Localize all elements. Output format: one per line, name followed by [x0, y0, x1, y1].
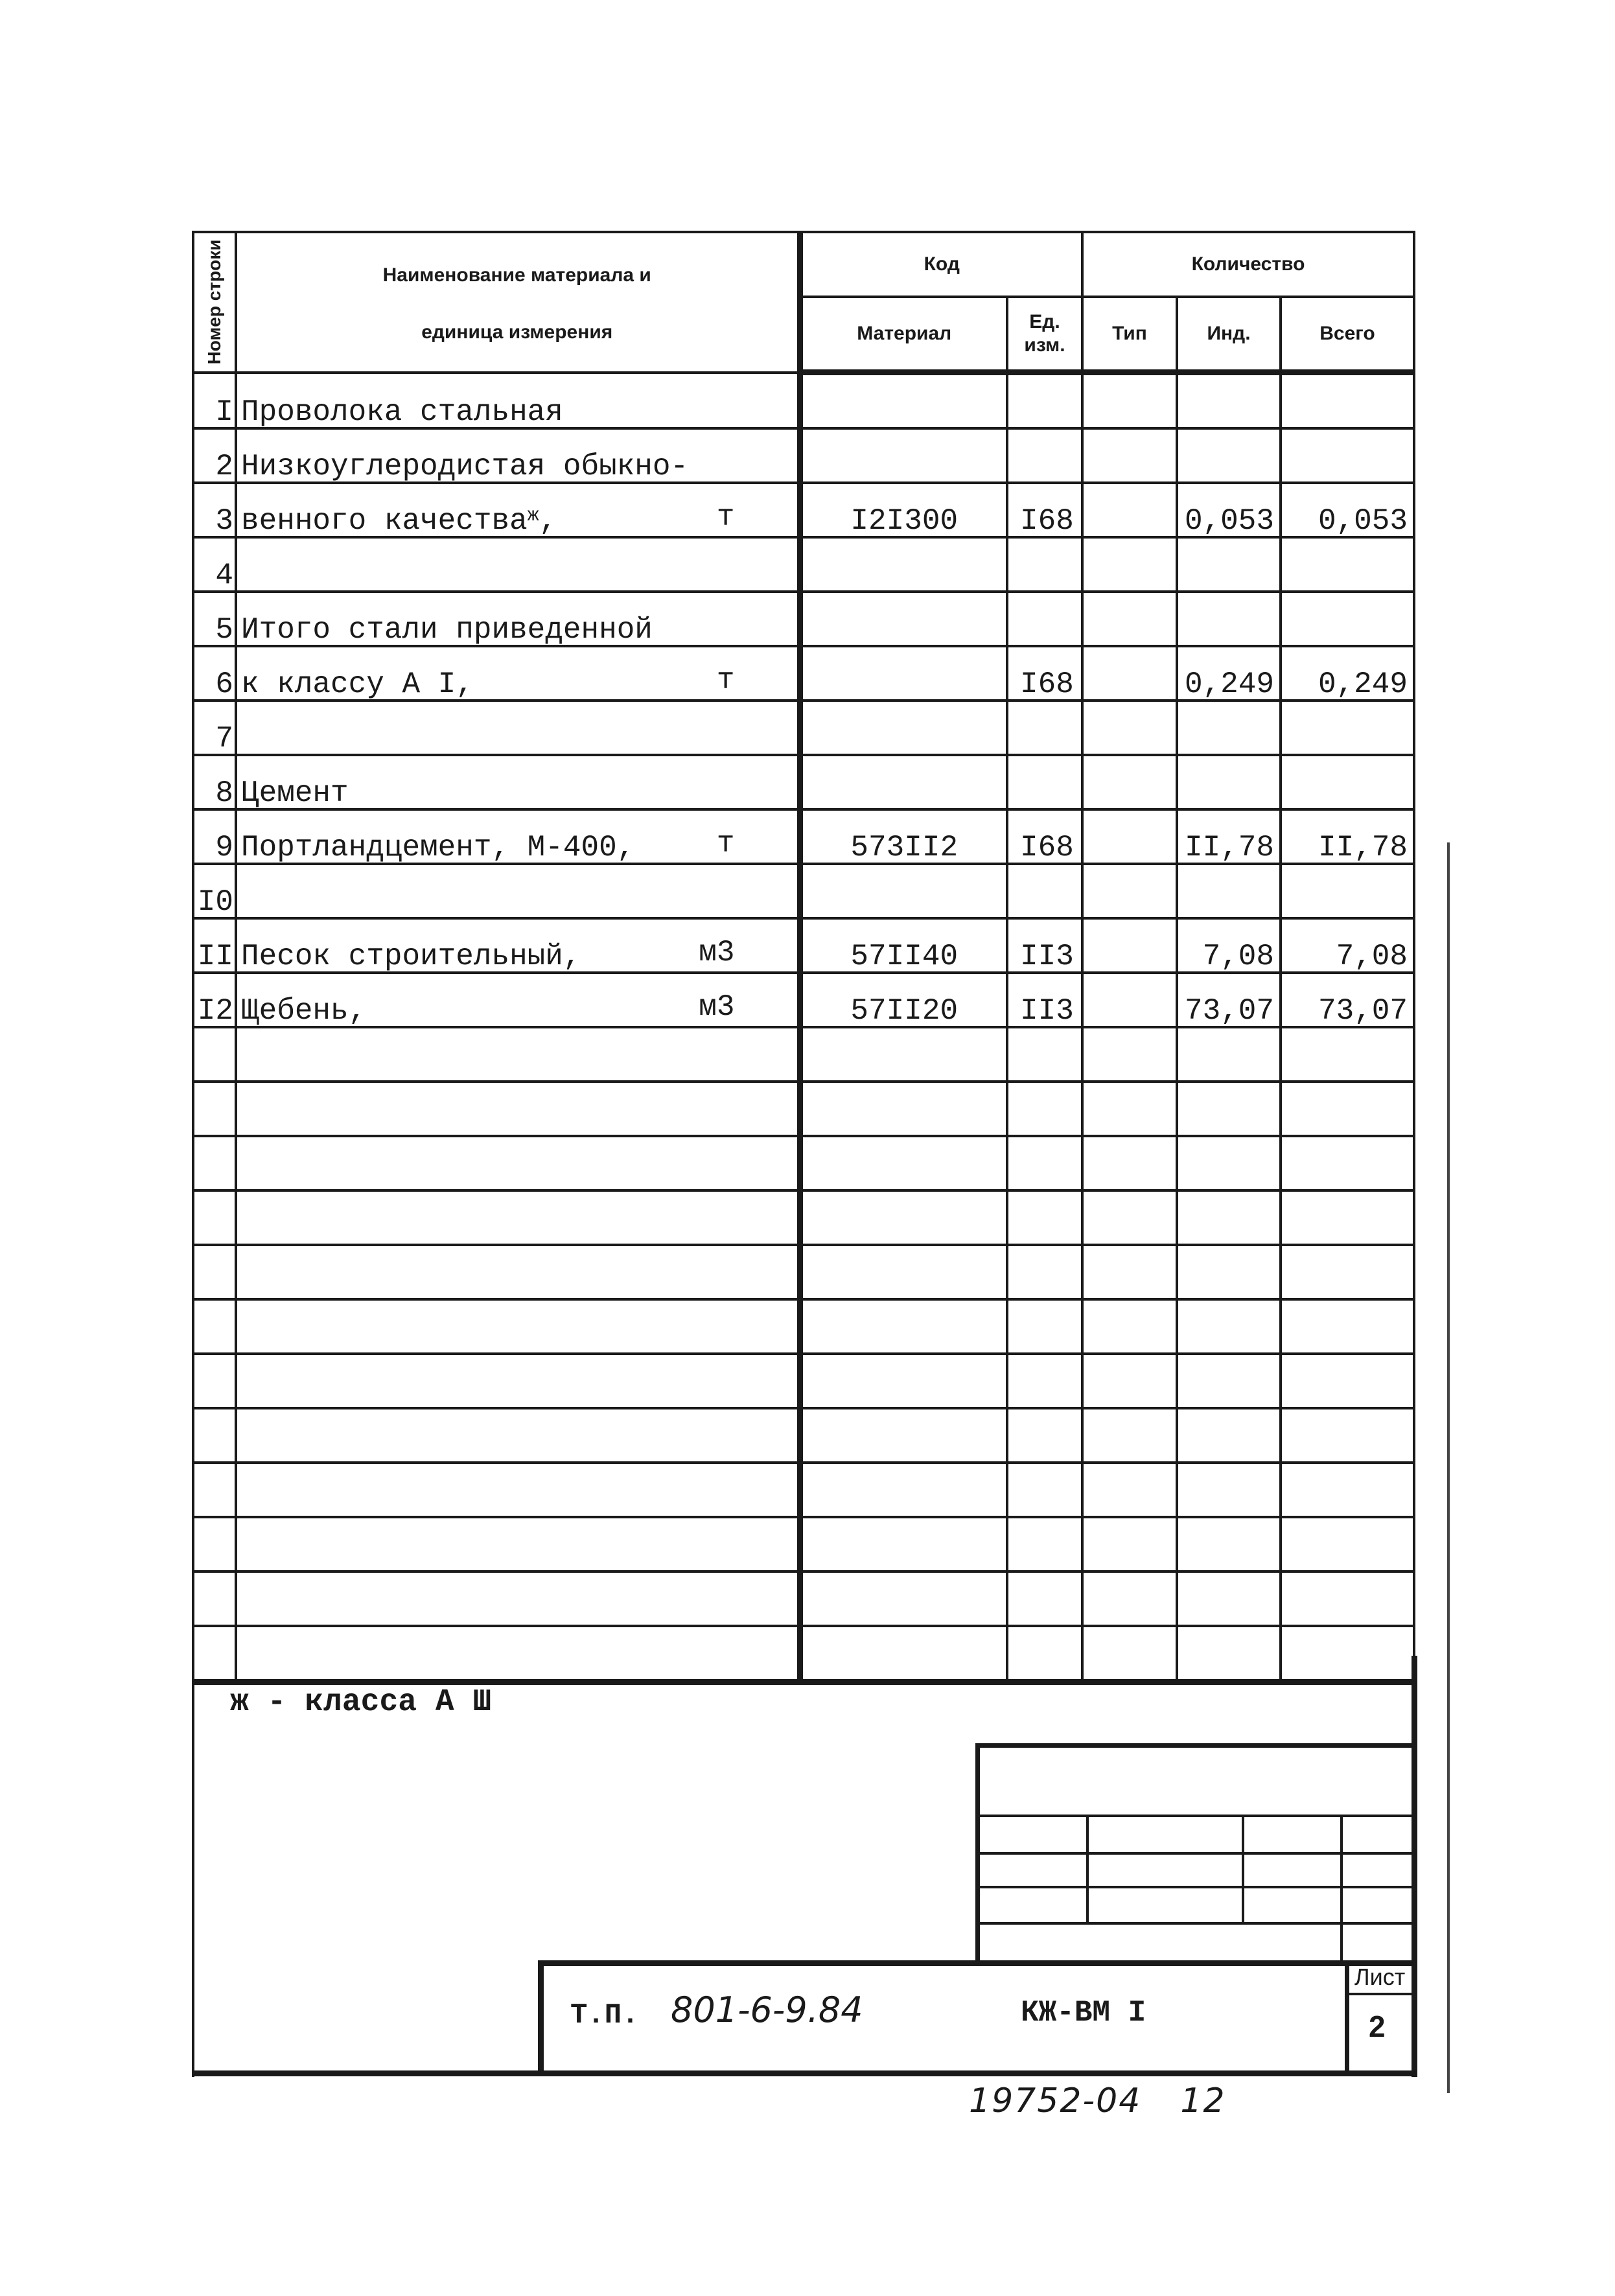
header-material: Материал: [800, 297, 1007, 373]
footnote: ж - класса А Ш: [230, 1685, 492, 1720]
table-row: [193, 1190, 1414, 1245]
row-number: [193, 1082, 236, 1136]
type-qty: [1082, 918, 1177, 973]
table-row: [193, 1571, 1414, 1626]
material-code: [800, 1082, 1007, 1136]
row-number: I0: [193, 864, 236, 918]
total-qty: [1281, 864, 1414, 918]
material-name: [236, 1027, 800, 1082]
table-row: [193, 428, 1414, 483]
title-block: [538, 1960, 1417, 2074]
material-name: [236, 646, 800, 701]
total-qty: [1281, 1408, 1414, 1463]
unit-code: [1007, 1245, 1082, 1299]
total-qty: 0,249: [1281, 646, 1414, 701]
material-name: [236, 1626, 800, 1682]
individual-qty: [1177, 1245, 1281, 1299]
total-qty: [1281, 1245, 1414, 1299]
row-number: I: [193, 373, 236, 429]
type-qty: [1082, 373, 1177, 429]
row-number: [193, 1463, 236, 1517]
type-qty: [1082, 483, 1177, 537]
material-name: [236, 755, 800, 809]
individual-qty: [1177, 755, 1281, 809]
table-row: [193, 373, 1414, 429]
type-qty: [1082, 1299, 1177, 1354]
material-name: [236, 1245, 800, 1299]
table-row: [193, 973, 1414, 1027]
unit-code: [1007, 592, 1082, 646]
individual-qty: [1177, 1517, 1281, 1571]
material-name: [236, 373, 800, 429]
material-code: [800, 1463, 1007, 1517]
table-row: [193, 1245, 1414, 1299]
stamp-divider: [975, 1922, 1417, 1925]
unit-code: [1007, 1571, 1082, 1626]
total-qty: 7,08: [1281, 918, 1414, 973]
material-code: [800, 1027, 1007, 1082]
individual-qty: [1177, 1082, 1281, 1136]
type-qty: [1082, 1027, 1177, 1082]
individual-qty: [1177, 1571, 1281, 1626]
table-row: [193, 755, 1414, 809]
material-name: [236, 864, 800, 918]
individual-qty: [1177, 1626, 1281, 1682]
header-total: Всего: [1281, 297, 1414, 373]
type-qty: [1082, 1517, 1177, 1571]
row-number: 3: [193, 483, 236, 537]
header-code: Код: [800, 232, 1082, 297]
individual-qty: [1177, 1299, 1281, 1354]
material-code: [800, 1190, 1007, 1245]
material-code: [800, 1408, 1007, 1463]
row-number: 5: [193, 592, 236, 646]
type-qty: [1082, 1408, 1177, 1463]
individual-qty: [1177, 1136, 1281, 1190]
unit-text: м3: [699, 936, 735, 969]
type-qty: [1082, 646, 1177, 701]
type-qty: [1082, 428, 1177, 483]
sheet-label: Лист: [1354, 1964, 1406, 1990]
table-row: [193, 1463, 1414, 1517]
table-row: [193, 864, 1414, 918]
material-name: [236, 1190, 800, 1245]
row-number: [193, 1626, 236, 1682]
row-number: 6: [193, 646, 236, 701]
material-name: [236, 1408, 800, 1463]
stamp-divider: [975, 1815, 1417, 1817]
row-number: 2: [193, 428, 236, 483]
stamp-divider: [975, 1852, 1417, 1855]
stamp-divider: [1242, 1815, 1244, 1922]
scan-edge-line: [1447, 842, 1450, 2093]
archive-number: [969, 2081, 1226, 2120]
header-quantity: Количество: [1082, 232, 1414, 297]
material-name: [236, 973, 800, 1027]
total-qty: [1281, 537, 1414, 592]
material-name-text: к классу А I,: [241, 667, 474, 701]
individual-qty: II,78: [1177, 809, 1281, 864]
specification-table: [192, 231, 1415, 1685]
total-qty: [1281, 428, 1414, 483]
material-name: [236, 428, 800, 483]
unit-code: [1007, 1190, 1082, 1245]
individual-qty: 73,07: [1177, 973, 1281, 1027]
total-qty: [1281, 1299, 1414, 1354]
stamp-divider: [1340, 1815, 1343, 1960]
header-unit-measure: Ед. изм.: [1007, 297, 1082, 373]
individual-qty: [1177, 373, 1281, 429]
individual-qty: [1177, 537, 1281, 592]
table-row: [193, 646, 1414, 701]
type-qty: [1082, 592, 1177, 646]
type-qty: [1082, 1136, 1177, 1190]
total-qty: [1281, 1082, 1414, 1136]
total-qty: [1281, 701, 1414, 755]
unit-code: [1007, 537, 1082, 592]
row-number: [193, 1354, 236, 1408]
material-code: [800, 1245, 1007, 1299]
footnote-mark: ж: [527, 505, 539, 527]
archive-page: 12: [1180, 2081, 1226, 2120]
individual-qty: [1177, 592, 1281, 646]
type-qty: [1082, 1571, 1177, 1626]
row-number: 7: [193, 701, 236, 755]
table-row: [193, 483, 1414, 537]
material-name: [236, 918, 800, 973]
table-row: [193, 1517, 1414, 1571]
material-name: [236, 809, 800, 864]
material-name: [236, 1136, 800, 1190]
individual-qty: [1177, 1354, 1281, 1408]
individual-qty: 0,249: [1177, 646, 1281, 701]
table-row: [193, 1299, 1414, 1354]
row-number: [193, 1136, 236, 1190]
individual-qty: [1177, 1027, 1281, 1082]
drawing-mark: КЖ-ВМ I: [1021, 1996, 1146, 2030]
material-name: [236, 1354, 800, 1408]
type-qty: [1082, 1626, 1177, 1682]
material-code: [800, 1571, 1007, 1626]
unit-code: I68: [1007, 646, 1082, 701]
unit-code: [1007, 428, 1082, 483]
tp-label: Т.П.: [570, 1999, 639, 2032]
material-code: [800, 1299, 1007, 1354]
material-name-text: венного качества: [241, 504, 528, 537]
unit-code: [1007, 1027, 1082, 1082]
type-qty: [1082, 1463, 1177, 1517]
specification-body: [193, 373, 1414, 1682]
sheet-number: 2: [1369, 2010, 1386, 2043]
individual-qty: 0,053: [1177, 483, 1281, 537]
material-code: [800, 1626, 1007, 1682]
material-name: [236, 483, 800, 537]
archive-code: 19752-04: [969, 2081, 1142, 2120]
unit-text: т: [716, 500, 735, 534]
individual-qty: [1177, 864, 1281, 918]
table-row: [193, 1626, 1414, 1682]
unit-code: [1007, 1463, 1082, 1517]
material-code: 57II20: [800, 973, 1007, 1027]
material-code: 57II40: [800, 918, 1007, 973]
material-code: [800, 592, 1007, 646]
type-qty: [1082, 1354, 1177, 1408]
total-qty: [1281, 1190, 1414, 1245]
total-qty: [1281, 1626, 1414, 1682]
material-code: I2I300: [800, 483, 1007, 537]
type-qty: [1082, 809, 1177, 864]
row-number: [193, 1027, 236, 1082]
total-qty: [1281, 1517, 1414, 1571]
unit-text: м3: [699, 990, 735, 1024]
table-row: [193, 1136, 1414, 1190]
unit-code: I68: [1007, 483, 1082, 537]
total-qty: [1281, 1354, 1414, 1408]
row-number: [193, 1517, 236, 1571]
table-row: [193, 1027, 1414, 1082]
stamp-divider: [1086, 1815, 1089, 1922]
type-qty: [1082, 1190, 1177, 1245]
unit-code: [1007, 701, 1082, 755]
type-qty: [1082, 755, 1177, 809]
row-number: II: [193, 918, 236, 973]
material-name: [236, 701, 800, 755]
total-qty: II,78: [1281, 809, 1414, 864]
table-row: [193, 809, 1414, 864]
total-qty: 73,07: [1281, 973, 1414, 1027]
type-qty: [1082, 973, 1177, 1027]
unit-code: [1007, 864, 1082, 918]
table-row: [193, 537, 1414, 592]
row-number: 9: [193, 809, 236, 864]
material-name: [236, 1517, 800, 1571]
total-qty: [1281, 592, 1414, 646]
total-qty: [1281, 1136, 1414, 1190]
table-row: [193, 592, 1414, 646]
unit-code: II3: [1007, 973, 1082, 1027]
material-name-text: Проволока стальная: [241, 395, 563, 428]
unit-code: [1007, 1626, 1082, 1682]
row-number: [193, 1245, 236, 1299]
type-qty: [1082, 701, 1177, 755]
sheet-divider: [1345, 1993, 1417, 1995]
unit-text: т: [716, 664, 735, 697]
unit-code: [1007, 373, 1082, 429]
type-qty: [1082, 1082, 1177, 1136]
row-number: 4: [193, 537, 236, 592]
row-number: I2: [193, 973, 236, 1027]
material-code: [800, 428, 1007, 483]
unit-code: I68: [1007, 809, 1082, 864]
table-row: [193, 918, 1414, 973]
unit-code: II3: [1007, 918, 1082, 973]
unit-code: [1007, 1517, 1082, 1571]
material-name-text: Щебень,: [241, 994, 367, 1027]
material-name: [236, 537, 800, 592]
unit-code: [1007, 1408, 1082, 1463]
table-row: [193, 1354, 1414, 1408]
material-code: [800, 864, 1007, 918]
header-individual: Инд.: [1177, 297, 1281, 373]
row-number: [193, 1299, 236, 1354]
material-name: [236, 1463, 800, 1517]
row-number: [193, 1571, 236, 1626]
individual-qty: 7,08: [1177, 918, 1281, 973]
material-name-suffix: ,: [539, 504, 557, 537]
unit-code: [1007, 1136, 1082, 1190]
header-name: Наименование материала и единица измерения: [236, 232, 800, 373]
material-code: [800, 701, 1007, 755]
individual-qty: [1177, 428, 1281, 483]
row-number: 8: [193, 755, 236, 809]
table-row: [193, 701, 1414, 755]
frame-left-line: [192, 1656, 194, 2077]
total-qty: [1281, 1571, 1414, 1626]
row-number: [193, 1408, 236, 1463]
material-name: [236, 1571, 800, 1626]
individual-qty: [1177, 1190, 1281, 1245]
material-code: 573II2: [800, 809, 1007, 864]
material-name-text: Итого стали приведенной: [241, 613, 653, 646]
total-qty: [1281, 1027, 1414, 1082]
total-qty: 0,053: [1281, 483, 1414, 537]
individual-qty: [1177, 1463, 1281, 1517]
material-code: [800, 537, 1007, 592]
material-name-text: Песок строительный,: [241, 940, 581, 973]
unit-code: [1007, 755, 1082, 809]
stamp-divider: [975, 1886, 1417, 1888]
unit-code: [1007, 1354, 1082, 1408]
document-number: 801-6-9.84: [671, 1989, 863, 2030]
row-number: [193, 1190, 236, 1245]
material-name-text: Цемент: [241, 776, 349, 809]
material-code: [800, 1517, 1007, 1571]
total-qty: [1281, 755, 1414, 809]
total-qty: [1281, 373, 1414, 429]
material-code: [800, 1354, 1007, 1408]
type-qty: [1082, 537, 1177, 592]
table-row: [193, 1408, 1414, 1463]
unit-code: [1007, 1082, 1082, 1136]
material-code: [800, 646, 1007, 701]
material-name-text: Низкоуглеродистая обыкно-: [241, 450, 689, 483]
individual-qty: [1177, 701, 1281, 755]
material-code: [800, 1136, 1007, 1190]
type-qty: [1082, 1245, 1177, 1299]
material-name: [236, 1299, 800, 1354]
header-row-number: Номер строки: [193, 232, 236, 373]
material-code: [800, 373, 1007, 429]
total-qty: [1281, 1463, 1414, 1517]
type-qty: [1082, 864, 1177, 918]
material-code: [800, 755, 1007, 809]
material-name-text: Портландцемент, М-400,: [241, 831, 635, 864]
material-name: [236, 1082, 800, 1136]
material-name: [236, 592, 800, 646]
individual-qty: [1177, 1408, 1281, 1463]
header-type: Тип: [1082, 297, 1177, 373]
unit-code: [1007, 1299, 1082, 1354]
table-row: [193, 1082, 1414, 1136]
unit-text: т: [716, 827, 735, 861]
